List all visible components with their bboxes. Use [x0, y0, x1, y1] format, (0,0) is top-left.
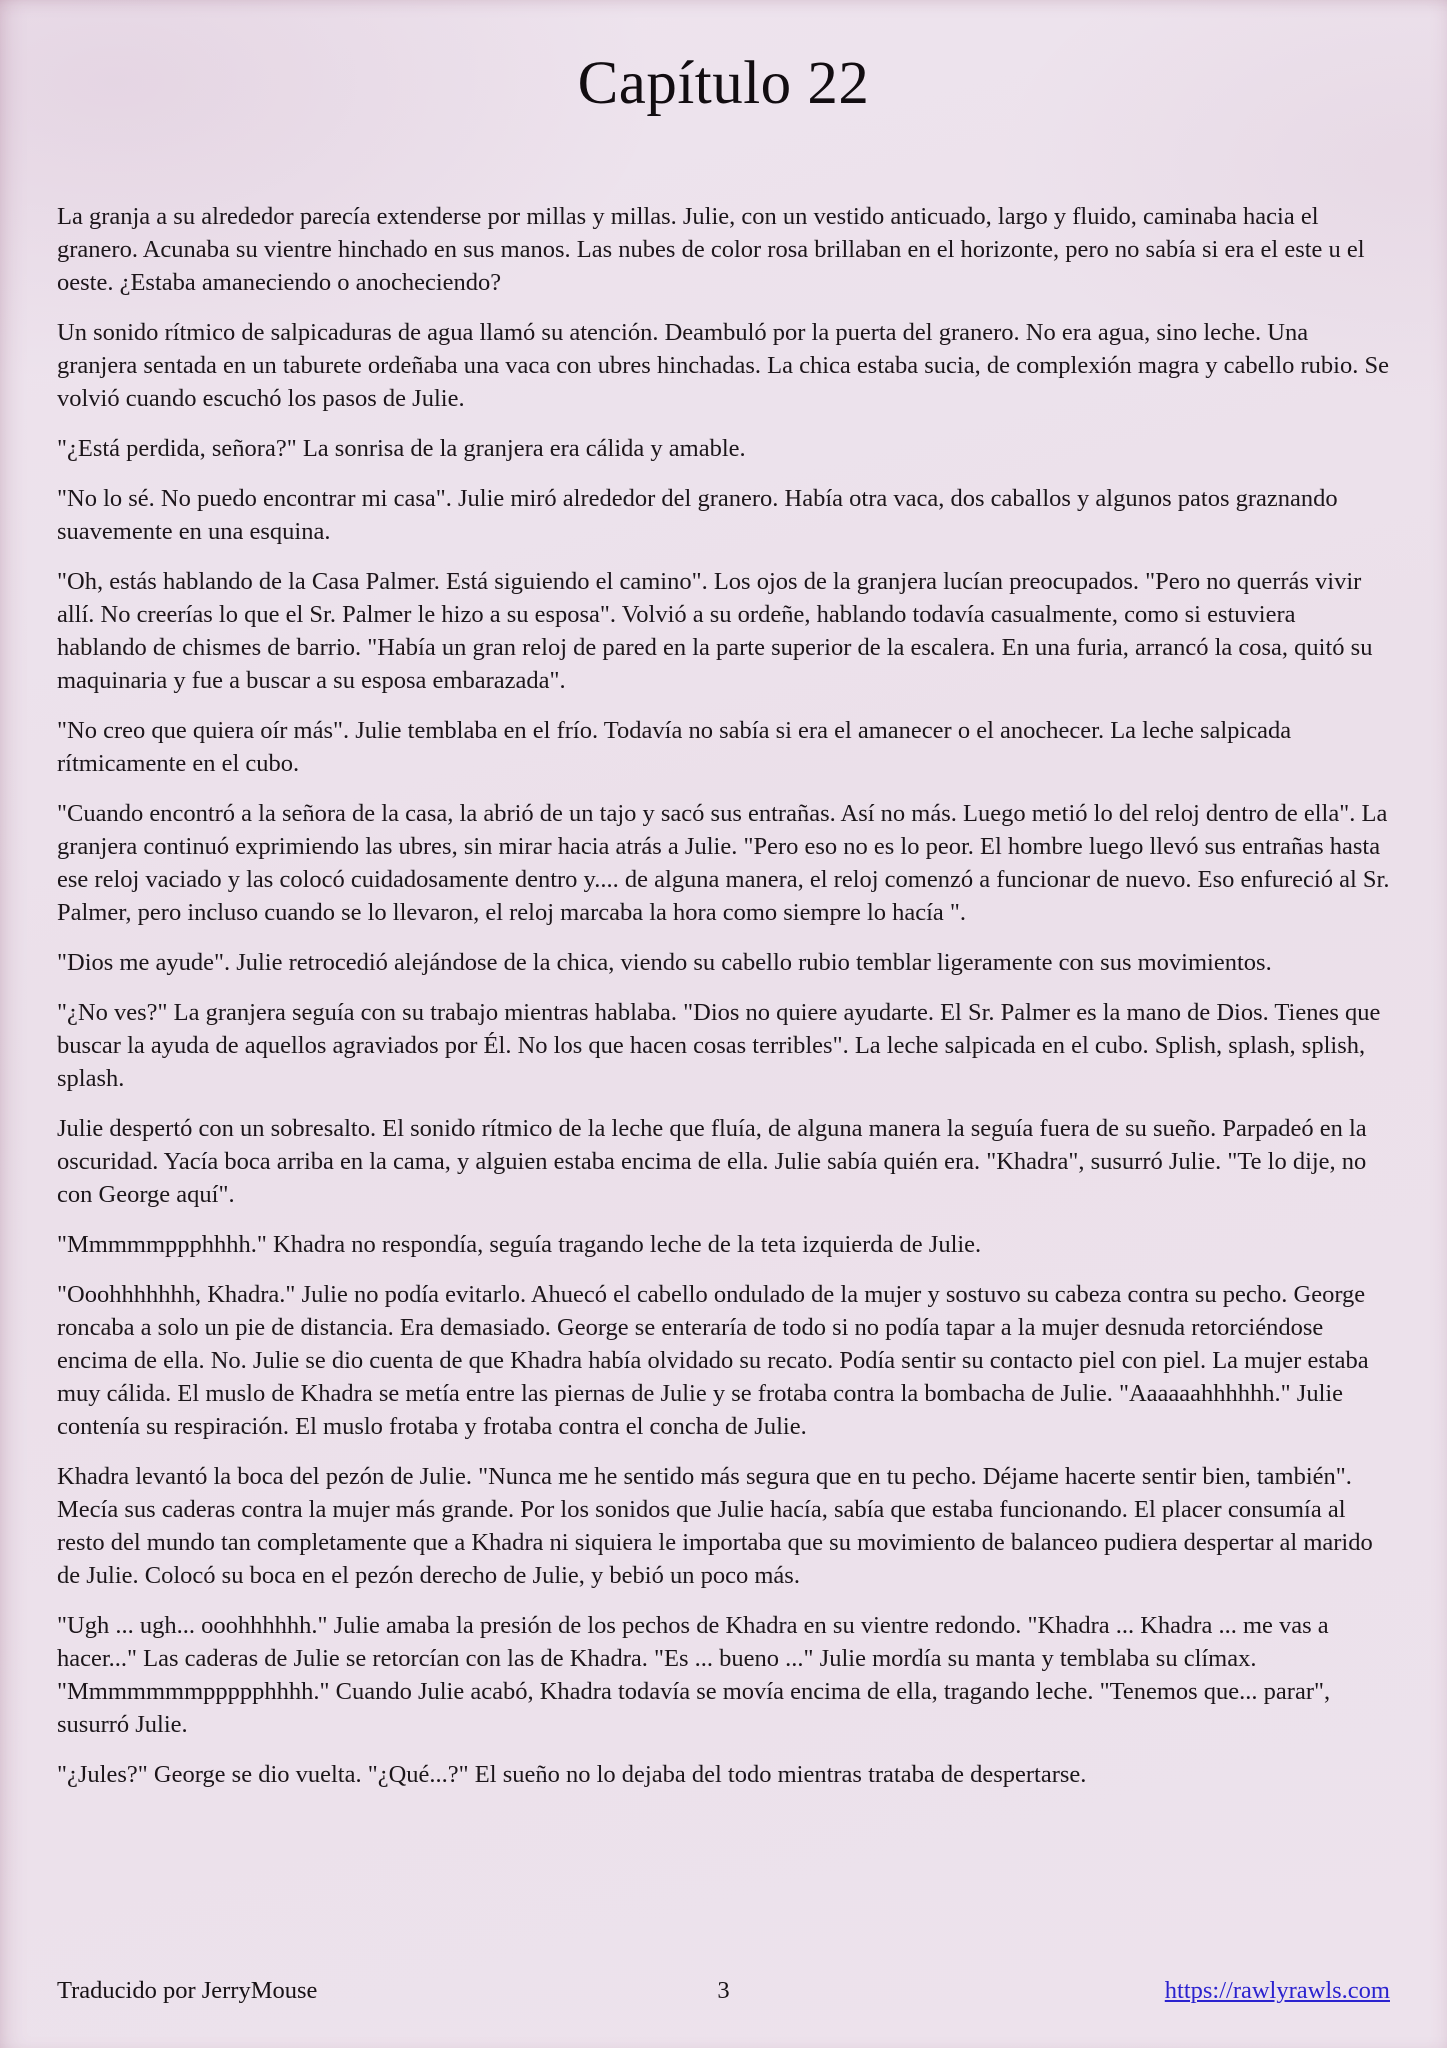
paragraph-13: Khadra levantó la boca del pezón de Julie. "Nunca me he sentido más segura que en tu pecho. Déjame hacerte sentir bien, también". Mecía sus caderas contra la mujer más grande. Por los sonidos que Julie hacía, sabía que estaba funcionando. El placer consumía al resto del mundo tan completamente que a Khadra ni siquiera le importaba que su movimiento de balanceo pudiera despertar al marido de Julie. Colocó su boca en el pezón derecho de Julie, y bebió un poco más.: [57, 1463, 1373, 1590]
rawlyrawls-link[interactable]: https://rawlyrawls.com: [1164, 1977, 1390, 2004]
paragraph-7: "Cuando encontró a la señora de la casa, la abrió de un tajo y sacó sus entrañas. Así no más. Luego metió lo del reloj dentro de ella". La granjera continuó exprimiendo las ubres, sin mirar hacia atrás a Julie. "Pero eso no es lo peor. El hombre luego llevó sus entrañas hasta ese reloj vaciado y las colocó cuidadosamente dentro y.... de alguna manera, el reloj comenzó a funcionar de nuevo. Eso enfureció al Sr. Palmer, pero incluso cuando se lo llevaron, el reloj marcaba la hora como siempre lo hacía ".: [57, 800, 1390, 927]
page-number: 3: [717, 1977, 730, 2004]
page-footer: [57, 1976, 1390, 2006]
translator-credit: Traducido por JerryMouse: [57, 1977, 318, 2004]
paragraph-12: "Ooohhhhhhh, Khadra." Julie no podía evitarlo. Ahuecó el cabello ondulado de la mujer y sostuvo su cabeza contra su pecho. George roncaba a solo un pie de distancia. Era demasiado. George se enteraría de todo si no podía tapar a la mujer desnuda retorciéndose encima de ella. No. Julie se dio cuenta de que Khadra había olvidado su recato. Podía sentir su contacto piel con piel. La mujer estaba muy cálida. El muslo de Khadra se metía entre las piernas de Julie y se frotaba contra la bombacha de Julie. "Aaaaaahhhhhh." Julie contenía su respiración. El muslo frotaba y frotaba contra el concha de Julie.: [57, 1281, 1369, 1441]
paragraph-4: "No lo sé. No puedo encontrar mi casa". Julie miró alrededor del granero. Había otra vaca, dos caballos y algunos patos graznando suavemente en una esquina.: [57, 485, 1338, 546]
paragraph-8: "Dios me ayude". Julie retrocedió alejándose de la chica, viendo su cabello rubio temblar ligeramente con sus movimientos.: [57, 949, 1272, 977]
paragraph-14: "Ugh ... ugh... ooohhhhhh." Julie amaba la presión de los pechos de Khadra en su vientre redondo. "Khadra ... Khadra ... me vas a hacer..." Las caderas de Julie se retorcían con las de Khadra. "Es ... bueno ..." Julie mordía su manta y temblaba su clímax. "Mmmmmmmppppphhhh." Cuando Julie acabó, Khadra todavía se movía encima de ella, tragando leche. "Tenemos que... parar", susurró Julie.: [57, 1612, 1331, 1739]
paragraph-3: "¿Está perdida, señora?" La sonrisa de la granjera era cálida y amable.: [57, 435, 746, 463]
paragraph-15: "¿Jules?" George se dio vuelta. "¿Qué...?" El sueño no lo dejaba del todo mientras trataba de despertarse.: [57, 1761, 1087, 1789]
paragraph-9: "¿No ves?" La granjera seguía con su trabajo mientras hablaba. "Dios no quiere ayudarte. El Sr. Palmer es la mano de Dios. Tienes que buscar la ayuda de aquellos agraviados por Él. No los que hacen cosas terribles". La leche salpicada en el cubo. Splish, splash, splish, splash.: [57, 999, 1381, 1093]
chapter-title: Capítulo 22: [577, 50, 870, 117]
paragraph-2: Un sonido rítmico de salpicaduras de agua llamó su atención. Deambuló por la puerta del granero. No era agua, sino leche. Una granjera sentada en un taburete ordeñaba una vaca con ubres hinchadas. La chica estaba sucia, de complexión magra y cabello rubio. Se volvió cuando escuchó los pasos de Julie.: [57, 319, 1389, 413]
chapter-body: [57, 200, 1390, 1791]
paragraph-11: "Mmmmmppphhhh." Khadra no respondía, seguía tragando leche de la teta izquierda de Julie.: [57, 1231, 982, 1259]
site-link-container: [730, 1976, 1390, 2006]
paragraph-5: "Oh, estás hablando de la Casa Palmer. Está siguiendo el camino". Los ojos de la granjera lucían preocupados. "Pero no querrás vivir allí. No creerías lo que el Sr. Palmer le hizo a su esposa". Volvió a su ordeñe, hablando todavía casualmente, como si estuviera hablando de chismes de barrio. "Había un gran reloj de pared en la parte superior de la escalera. En una furia, arrancó la cosa, quitó su maquinaria y fue a buscar a su esposa embarazada".: [57, 568, 1373, 695]
paragraph-1: La granja a su alrededor parecía extenderse por millas y millas. Julie, con un vestido anticuado, largo y fluido, caminaba hacia el granero. Acunaba su vientre hinchado en sus manos. Las nubes de color rosa brillaban en el horizonte, pero no sabía si era el este u el oeste. ¿Estaba amaneciendo o anocheciendo?: [57, 203, 1365, 297]
paragraph-10: Julie despertó con un sobresalto. El sonido rítmico de la leche que fluía, de alguna manera la seguía fuera de su sueño. Parpadeó en la oscuridad. Yacía boca arriba en la cama, y alguien estaba encima de ella. Julie sabía quién era. "Khadra", susurró Julie. "Te lo dije, no con George aquí".: [57, 1115, 1367, 1209]
paragraph-6: "No creo que quiera oír más". Julie temblaba en el frío. Todavía no sabía si era el amanecer o el anochecer. La leche salpicada rítmicamente en el cubo.: [57, 717, 1292, 778]
